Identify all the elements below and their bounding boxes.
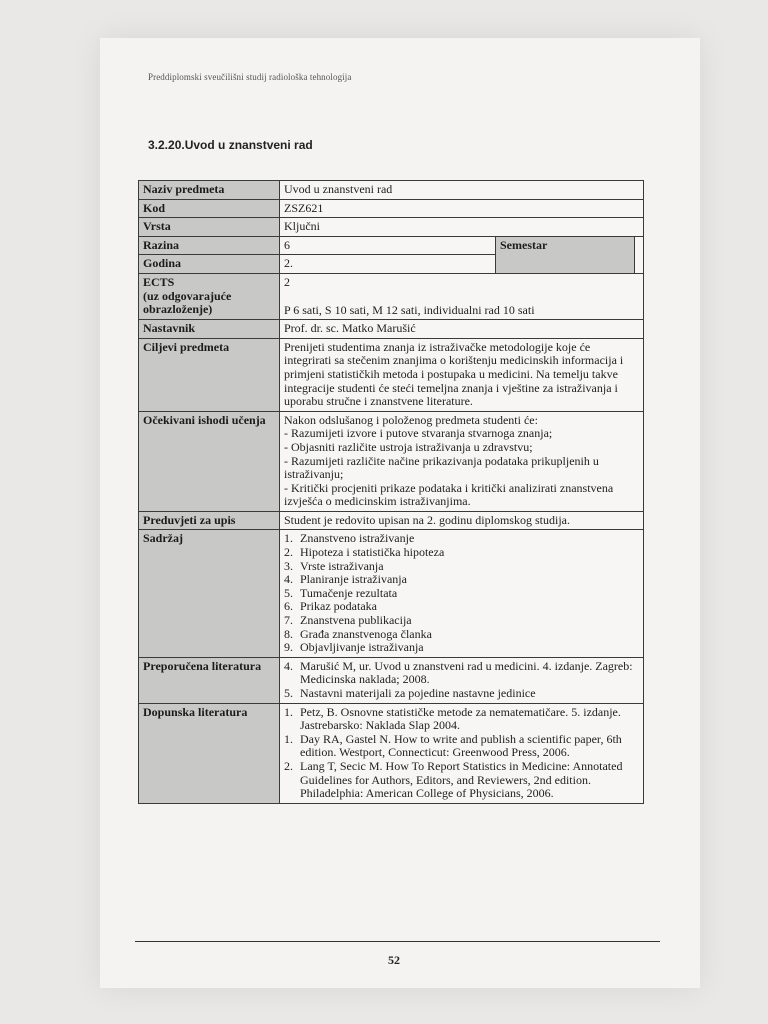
ishodi-item: - Objasniti različite ustroja istraživanja u zdravstvu; (284, 439, 533, 454)
row-preporucena (139, 657, 644, 703)
list-text: Day RA, Gastel N. How to write and publish a scientific paper, 6th edition. Westport, Connecticut: Greenwood Press, 2006. (300, 731, 622, 760)
ects-number: 2 (284, 274, 290, 289)
value-naziv: Uvod u znanstveni rad (280, 181, 644, 200)
list-text: Objavljivanje istraživanja (300, 640, 424, 655)
label-kod: Kod (139, 199, 280, 218)
list-number: 6. (284, 599, 293, 614)
literature-list (284, 660, 639, 701)
list-text: Planiranje istraživanja (300, 572, 407, 587)
ishodi-item: - Razumijeti različite načine prikazivanja podataka prikupljenih u istraživanju; (284, 453, 599, 482)
list-item (284, 641, 639, 655)
list-item (284, 587, 639, 601)
ishodi-item: - Razumijeti izvore i putove stvaranja stvarnoga znanja; (284, 426, 553, 441)
row-kod (139, 199, 644, 218)
footer-rule (135, 941, 660, 942)
label-godina: Godina (139, 255, 280, 274)
list-number: 5. (284, 686, 293, 700)
label-sadrzaj: Sadržaj (139, 530, 280, 657)
value-sadrzaj (280, 530, 644, 657)
list-text: Znanstveno istraživanje (300, 531, 415, 546)
label-nastavnik: Nastavnik (139, 320, 280, 339)
value-preporucena (280, 657, 644, 703)
list-number: 7. (284, 613, 293, 628)
row-ciljevi (139, 338, 644, 411)
row-sadrzaj (139, 530, 644, 657)
value-nastavnik: Prof. dr. sc. Matko Marušić (280, 320, 644, 339)
list-item (284, 733, 639, 760)
label-ects-title: ECTS (143, 274, 175, 289)
list-item (284, 532, 639, 546)
list-number: 1. (284, 731, 293, 746)
list-number: 9. (284, 640, 293, 655)
label-razina: Razina (139, 236, 280, 255)
list-item (284, 687, 639, 701)
list-item (284, 600, 639, 614)
label-preporucena: Preporučena literatura (139, 657, 280, 703)
list-item (284, 614, 639, 628)
list-number: 5. (284, 585, 293, 600)
list-text: Prikaz podataka (300, 599, 377, 614)
list-number: 1. (284, 531, 293, 546)
row-razina (139, 236, 644, 255)
label-ects-note: (uz odgovarajuće obrazloženje) (143, 288, 232, 317)
ects-detail: P 6 sati, S 10 sati, M 12 sati, individualni rad 10 sati (284, 302, 535, 317)
label-dopunska: Dopunska literatura (139, 703, 280, 803)
list-number: 1. (284, 704, 293, 719)
list-item (284, 560, 639, 574)
label-ishodi: Očekivani ishodi učenja (139, 411, 280, 511)
label-semestar: Semestar (496, 236, 635, 273)
value-ishodi (280, 411, 644, 511)
row-ishodi (139, 411, 644, 511)
list-item (284, 628, 639, 642)
value-semestar (635, 236, 644, 273)
label-vrsta: Vrsta (139, 218, 280, 237)
value-ciljevi: Prenijeti studentima znanja iz istraživačke metodologije koje će integrirati sa stečenim znanjima o korištenju medicinskih informacija i primjeni statističkih metoda i postupaka u medicini. Na temelju takve integracije studenti će steći temeljna znanja i vještine za istraživanja i uporabu stručne i znanstvene literature. (280, 338, 644, 411)
list-item (284, 706, 639, 733)
value-dopunska (280, 703, 644, 803)
value-ects (280, 273, 644, 319)
row-ects (139, 273, 644, 319)
list-text: Nastavni materijali za pojedine nastavne jedinice (300, 686, 536, 700)
list-text: Petz, B. Osnovne statističke metode za nematematičare. 5. izdanje. Jastrebarsko: Naklada Slap 2004. (300, 704, 621, 733)
content-list (284, 532, 639, 654)
value-vrsta: Ključni (280, 218, 644, 237)
row-naziv (139, 181, 644, 200)
value-godina: 2. (280, 255, 496, 274)
ishodi-intro: Nakon odslušanog i položenog predmeta studenti će: (284, 412, 538, 427)
list-text: Lang T, Secic M. How To Report Statistics in Medicine: Annotated Guidelines for Authors, Editors, and Reviewers, 2nd edition. Philadelphia: American College of Physicians, 2006. (300, 758, 623, 801)
ishodi-item: - Kritički procjeniti prikaze podataka i kritički analizirati znanstvena izvješća o medicinskim istraživanjima. (284, 480, 614, 509)
label-ciljevi: Ciljevi predmeta (139, 338, 280, 411)
page-number: 52 (388, 953, 400, 967)
value-razina: 6 (280, 236, 496, 255)
row-preduvjeti (139, 511, 644, 530)
running-header: Preddiplomski sveučilišni studij radiološka tehnologija (148, 72, 352, 82)
label-naziv: Naziv predmeta (139, 181, 280, 200)
list-number: 2. (284, 545, 293, 560)
list-number: 4. (284, 572, 293, 587)
row-dopunska (139, 703, 644, 803)
value-kod: ZSZ621 (280, 199, 644, 218)
list-number: 2. (284, 758, 293, 773)
list-item (284, 573, 639, 587)
value-preduvjeti: Student je redovito upisan na 2. godinu diplomskog studija. (280, 511, 644, 530)
list-number: 4. (284, 658, 293, 673)
row-nastavnik (139, 320, 644, 339)
list-text: Tumačenje rezultata (300, 585, 398, 600)
list-number: 8. (284, 626, 293, 641)
section-title: 3.2.20.Uvod u znanstveni rad (148, 138, 313, 152)
list-text: Marušić M, ur. Uvod u znanstveni rad u medicini. 4. izdanje. Zagreb: Medicinska naklada; 2008. (300, 658, 633, 687)
list-item (284, 760, 639, 801)
row-vrsta (139, 218, 644, 237)
label-ects (139, 273, 280, 319)
label-preduvjeti: Preduvjeti za upis (139, 511, 280, 530)
course-table (138, 180, 644, 804)
list-item (284, 546, 639, 560)
literature-list (284, 706, 639, 801)
list-text: Hipoteza i statistička hipoteza (300, 545, 445, 560)
list-text: Građa znanstvenoga članka (300, 626, 432, 641)
list-number: 3. (284, 558, 293, 573)
list-text: Znanstvena publikacija (300, 613, 412, 628)
list-item (284, 660, 639, 687)
list-text: Vrste istraživanja (300, 558, 384, 573)
